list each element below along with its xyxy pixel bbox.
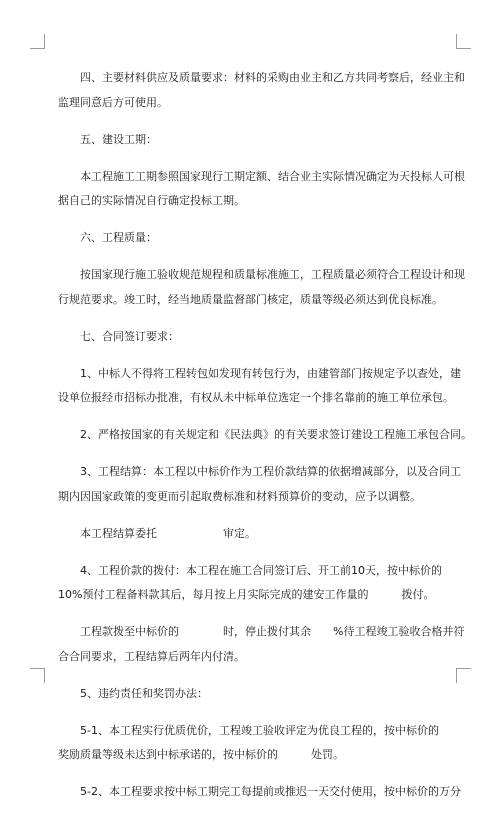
paragraph-line: 3、工程结算：本工程以中标价作为工程价款结算的依据增减部分，以及合同工 (80, 465, 461, 478)
clause-5-1 (58, 719, 444, 768)
clause-5 (58, 682, 444, 707)
section-construction-period (58, 165, 465, 214)
crop-mark-bottom-right (456, 668, 471, 683)
paragraph-line: 奖励质量等级未达到中标承诺的，按中标价的 处罚。 (58, 748, 344, 761)
paragraph-line: 5、违约责任和奖罚办法： (80, 686, 208, 700)
paragraph-line: 1、中标人不得将工程转包如发现有转包行为，由建管部门按规定予以查处，建 (80, 366, 461, 380)
clause-5-2 (58, 780, 461, 805)
paragraph-line: 按国家现行施工验收规范规程和质量标准施工，工程质量必须符合工程设计和现 (80, 268, 465, 281)
clause-4-payment (58, 620, 465, 669)
clause-2 (58, 423, 472, 448)
clause-3 (58, 460, 461, 509)
paragraph-line: 监理同意后方可使用。 (58, 95, 168, 109)
paragraph-line: 据自己的实际情况自行确定投标工期。 (58, 194, 245, 207)
paragraph-line: 本工程结算委托 审定。 (80, 526, 256, 540)
section-heading: 六、工程质量： (80, 231, 157, 244)
document-body (58, 66, 472, 817)
paragraph-line: 工程款拨至中标价的 时，停止拨付其余 %待工程竣工验收合格并符 (80, 625, 465, 638)
paragraph-line: 行规范要求。竣工时，经当地质量监督部门核定，质量等级必须达到优良标准。 (58, 292, 443, 306)
clause-3-settlement (58, 522, 444, 547)
paragraph-line: 期内因国家政策的变更而引起取费标准和材料预算价的变动，应予以调整。 (58, 489, 421, 503)
crop-mark-top-left (30, 34, 45, 49)
paragraph-line: 4、工程价款的拨付：本工程在施工合同签订后、开工前10天，按中标价的 (80, 563, 442, 577)
paragraph-line: 5-2、本工程要求按中标工期完工每提前或推迟一天交付使用，按中标价的万分 (80, 785, 461, 798)
heading-quality (58, 226, 444, 251)
heading-contract (58, 325, 444, 350)
section-heading: 七、合同签订要求： (80, 329, 179, 343)
crop-mark-top-right (456, 34, 471, 49)
paragraph-line: 合合同要求，工程结算后两年内付清。 (58, 649, 245, 663)
section-materials (58, 66, 465, 115)
crop-mark-bottom-left (30, 668, 45, 683)
paragraph-line: 10%预付工程备料款其后，每月按上月实际完成的建安工作量的 拨付。 (58, 588, 435, 601)
paragraph-line: 本工程施工工期参照国家现行工期定额、结合业主实际情况确定为天投标人可根 (80, 169, 465, 183)
paragraph-line: 2、严格按国家的有关规定和《民法典》的有关要求签订建设工程施工承包合同。 (80, 428, 472, 441)
clause-4 (58, 559, 444, 608)
paragraph-line: 设单位报经市招标办批准，有权从未中标单位选定一个排名靠前的施工单位承包。 (58, 391, 454, 404)
paragraph-line: 四、主要材料供应及质量要求：材料的采购由业主和乙方共同考察后，经业主和 (80, 71, 465, 84)
clause-1 (58, 362, 461, 411)
heading-construction-period (58, 128, 444, 153)
section-quality (58, 263, 465, 312)
paragraph-line: 5-1、本工程实行优质优价，工程竣工验收评定为优良工程的，按中标价的 (80, 723, 439, 737)
section-heading: 五、建设工期： (80, 132, 157, 146)
